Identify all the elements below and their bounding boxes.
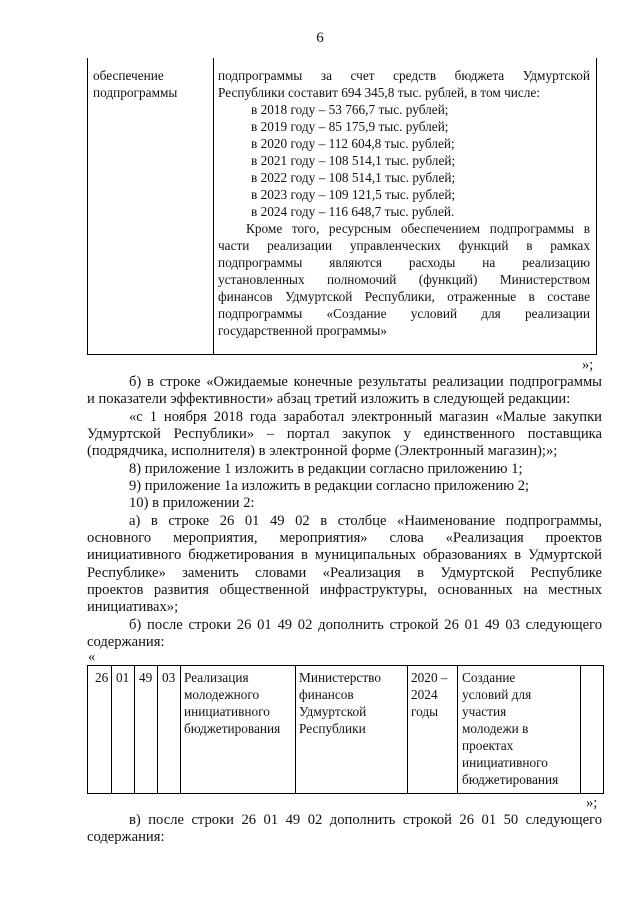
item-9: 9) приложение 1а изложить в редакции согласно приложению 2; — [129, 478, 530, 494]
cell-line: Создание — [462, 670, 516, 685]
extra-line: части реализации управленческих функций в рамках — [218, 238, 590, 253]
closing-quote-2: »; — [586, 795, 598, 811]
paragraph-line: основного мероприятия, мероприятия» слова «Реализация проектов — [87, 530, 602, 547]
paragraph-line: Удмуртской Республики» – портал закупок у единственного поставщика — [87, 426, 602, 443]
quote-paragraph — [87, 409, 602, 461]
cell-line: молодежи в — [462, 721, 529, 736]
paragraph-line: «с 1 ноября 2018 года заработал электронный магазин «Малые закупки — [129, 409, 602, 425]
paragraph-line: в) после строки 26 01 49 02 дополнить строкой 26 01 50 следующего — [129, 812, 602, 828]
cell-line: условий для — [462, 687, 532, 702]
paragraph-line: Республике» заменить словами «Реализация в Удмуртской Республике — [87, 564, 602, 581]
paragraph-b-add-row — [87, 617, 602, 651]
year-line: в 2022 году – 108 514,1 тыс. рублей; — [251, 170, 456, 185]
code-cell: 49 — [139, 670, 153, 685]
paragraph-line: б) в строке «Ожидаемые конечные результаты реализации подпрограммы — [129, 374, 602, 390]
cell-line: участия — [462, 704, 507, 719]
cell-line: 2024 — [411, 687, 438, 702]
extra-line: подпрограммы «Создание условий для реализации — [218, 306, 590, 321]
code-cell: 26 — [95, 670, 109, 685]
cell-line: Министерство — [299, 670, 381, 685]
closing-quote: »; — [582, 357, 594, 373]
year-line: в 2018 году – 53 766,7 тыс. рублей; — [251, 102, 449, 117]
cell-line: бюджетирования — [184, 721, 281, 736]
result-cell — [462, 669, 558, 788]
extra-line: установленных полномочий (функций) Министерством — [218, 272, 590, 287]
cell-line: бюджетирования — [462, 772, 559, 787]
cell-line: 2020 – — [411, 670, 448, 685]
executor-cell — [299, 669, 381, 737]
funding-table-left-cell — [93, 67, 177, 101]
funding-table-right-cell — [218, 67, 590, 339]
extra-line: финансов Удмуртской Республики, отраженные в составе — [218, 289, 590, 304]
right-intro-line: подпрограммы за счет средств бюджета Удмуртской — [218, 68, 590, 83]
page-number: 6 — [316, 30, 324, 46]
paragraph-v — [87, 812, 602, 846]
paragraph-line: содержания: — [87, 829, 165, 846]
period-cell — [411, 669, 448, 720]
code-cell: 01 — [116, 670, 130, 685]
cell-line: инициативного — [184, 704, 270, 719]
left-cell-line: обеспечение — [93, 68, 164, 83]
cell-line: проектах — [462, 738, 514, 753]
paragraph-line: б) после строки 26 01 49 02 дополнить строкой 26 01 49 03 следующего — [129, 617, 602, 633]
paragraph-line: и показатели эффективности» абзац третий изложить в следующей редакции: — [87, 391, 571, 408]
right-intro-line: Республики составит 694 345,8 тыс. рублей, в том числе: — [218, 85, 541, 100]
year-line: в 2019 году – 85 175,9 тыс. рублей; — [251, 119, 449, 134]
year-line: в 2024 году – 116 648,7 тыс. рублей. — [251, 204, 455, 219]
paragraph-line: проектов развития общественной инфраструктуры, основанных на местных — [87, 581, 602, 598]
paragraph-line: (подрядчика, исполнителя) в электронной форме (Электронный магазин);»; — [87, 443, 558, 460]
paragraph-line: а) в строке 26 01 49 02 в столбце «Наименование подпрограммы, — [129, 513, 602, 529]
paragraph-line: инициативах»; — [87, 599, 179, 616]
year-line: в 2023 году – 109 121,5 тыс. рублей; — [251, 187, 456, 202]
name-cell — [184, 669, 280, 737]
extra-line: государственной программы» — [218, 323, 387, 338]
extra-line: подпрограммы являются расходы на реализацию — [218, 255, 590, 270]
cell-line: инициативного — [462, 755, 548, 770]
paragraph-line: содержания: — [87, 634, 165, 651]
paragraph-b-results — [87, 374, 602, 408]
left-cell-line: подпрограммы — [93, 85, 178, 100]
cell-line: молодежного — [184, 687, 260, 702]
cell-line: финансов — [299, 687, 354, 702]
paragraph-a — [87, 513, 602, 616]
cell-line: Республики — [299, 721, 366, 736]
item-8: 8) приложение 1 изложить в редакции согласно приложению 1; — [129, 461, 523, 477]
extra-line: Кроме того, ресурсным обеспечением подпрограммы в — [246, 221, 590, 236]
year-line: в 2020 году – 112 604,8 тыс. рублей; — [251, 136, 455, 151]
cell-line: Удмуртской — [299, 704, 367, 719]
cell-line: Реализация — [184, 670, 249, 685]
code-cell: 03 — [162, 670, 176, 685]
cell-line: годы — [411, 704, 439, 719]
item-10: 10) в приложении 2: — [129, 495, 255, 511]
paragraph-line: инициативного бюджетирования в муниципальных образованиях в Удмуртской — [87, 547, 602, 564]
opening-quote: « — [88, 649, 96, 665]
year-line: в 2021 году – 108 514,1 тыс. рублей; — [251, 153, 456, 168]
